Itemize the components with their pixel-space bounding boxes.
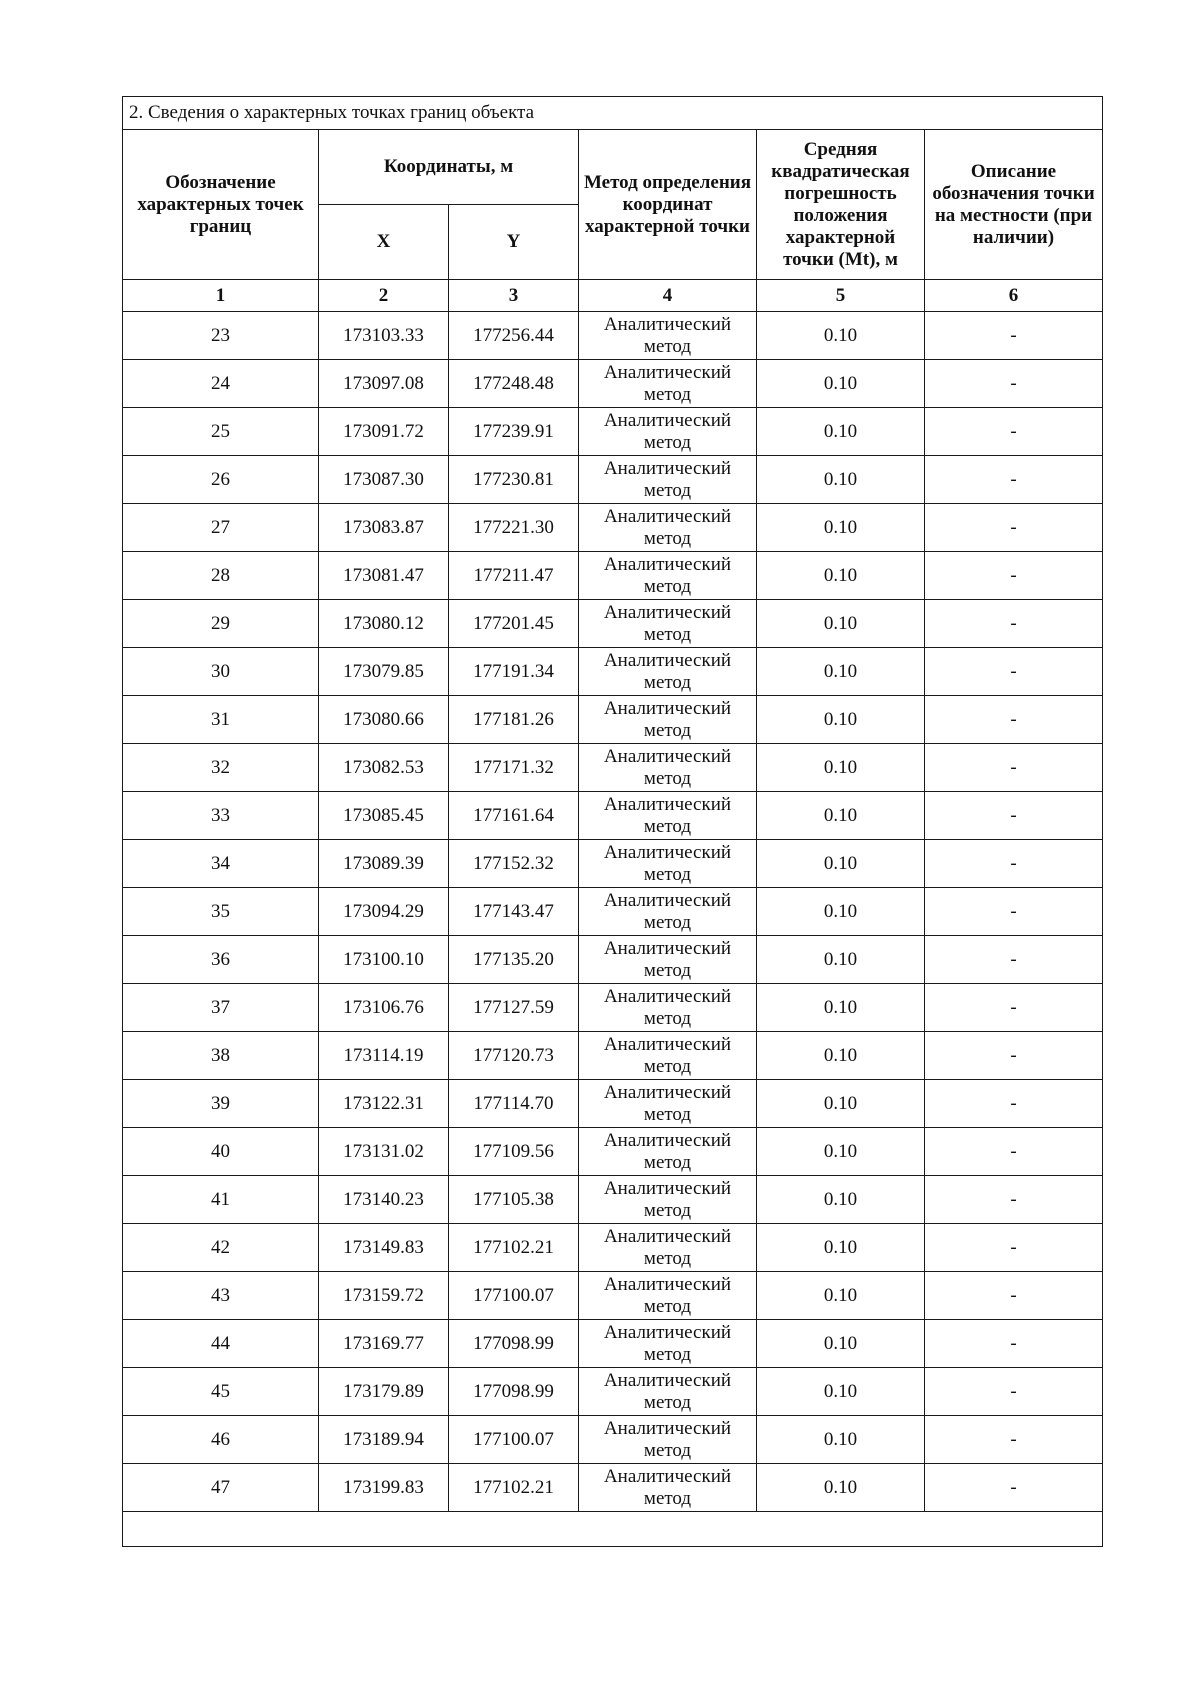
description-cell: -	[925, 360, 1103, 408]
method-line-1: Аналитический	[603, 1321, 732, 1343]
x-coordinate-cell: 173140.23	[319, 1176, 449, 1224]
description-cell: -	[925, 1464, 1103, 1512]
x-coordinate-cell: 173199.83	[319, 1464, 449, 1512]
method-cell	[579, 888, 757, 936]
table-row	[123, 552, 1103, 600]
description-cell: -	[925, 984, 1103, 1032]
x-coordinate-cell: 173097.08	[319, 360, 449, 408]
y-coordinate-cell: 177152.32	[449, 840, 579, 888]
method-line-1: Аналитический	[603, 505, 732, 527]
description-cell: -	[925, 1368, 1103, 1416]
error-cell: 0.10	[757, 744, 925, 792]
y-coordinate-cell: 177100.07	[449, 1272, 579, 1320]
header-designation: Обозначение характерных точек границ	[123, 130, 319, 280]
method-cell	[579, 1032, 757, 1080]
point-number-cell: 41	[123, 1176, 319, 1224]
description-cell: -	[925, 1416, 1103, 1464]
y-coordinate-cell: 177221.30	[449, 504, 579, 552]
y-coordinate-cell: 177098.99	[449, 1368, 579, 1416]
method-line-2: метод	[643, 959, 692, 981]
table-row	[123, 936, 1103, 984]
method-cell	[579, 1320, 757, 1368]
method-line-2: метод	[643, 335, 692, 357]
description-cell: -	[925, 648, 1103, 696]
description-cell: -	[925, 696, 1103, 744]
method-cell	[579, 1464, 757, 1512]
method-line-1: Аналитический	[603, 1033, 732, 1055]
method-cell	[579, 456, 757, 504]
method-line-1: Аналитический	[603, 1417, 732, 1439]
method-cell	[579, 312, 757, 360]
x-coordinate-cell: 173179.89	[319, 1368, 449, 1416]
description-cell: -	[925, 1128, 1103, 1176]
method-line-1: Аналитический	[603, 361, 732, 383]
method-line-2: метод	[643, 383, 692, 405]
error-cell: 0.10	[757, 456, 925, 504]
x-coordinate-cell: 173189.94	[319, 1416, 449, 1464]
point-number-cell: 26	[123, 456, 319, 504]
method-line-1: Аналитический	[603, 889, 732, 911]
error-cell: 0.10	[757, 1032, 925, 1080]
method-line-1: Аналитический	[603, 1225, 732, 1247]
point-number-cell: 36	[123, 936, 319, 984]
table-row	[123, 1176, 1103, 1224]
column-number: 1	[123, 280, 319, 312]
method-cell	[579, 1176, 757, 1224]
y-coordinate-cell: 177230.81	[449, 456, 579, 504]
header-description: Описание обозначения точки на местности (при наличии)	[925, 130, 1103, 280]
y-coordinate-cell: 177127.59	[449, 984, 579, 1032]
method-line-2: метод	[643, 1343, 692, 1365]
point-number-cell: 28	[123, 552, 319, 600]
table-row	[123, 1464, 1103, 1512]
method-line-1: Аналитический	[603, 1369, 732, 1391]
table-row	[123, 312, 1103, 360]
point-number-cell: 46	[123, 1416, 319, 1464]
error-cell: 0.10	[757, 1224, 925, 1272]
x-coordinate-cell: 173089.39	[319, 840, 449, 888]
y-coordinate-cell: 177161.64	[449, 792, 579, 840]
y-coordinate-cell: 177109.56	[449, 1128, 579, 1176]
error-cell: 0.10	[757, 888, 925, 936]
point-number-cell: 44	[123, 1320, 319, 1368]
y-coordinate-cell: 177100.07	[449, 1416, 579, 1464]
description-cell: -	[925, 1224, 1103, 1272]
table-row	[123, 360, 1103, 408]
error-cell: 0.10	[757, 1368, 925, 1416]
method-line-2: метод	[643, 911, 692, 933]
point-number-cell: 33	[123, 792, 319, 840]
table-row	[123, 1080, 1103, 1128]
y-coordinate-cell: 177120.73	[449, 1032, 579, 1080]
header-error: Средняя квадратическая погрешность положения характерной точки (Mt), м	[757, 130, 925, 280]
error-cell: 0.10	[757, 792, 925, 840]
method-line-1: Аналитический	[603, 601, 732, 623]
method-line-1: Аналитический	[603, 1273, 732, 1295]
method-cell	[579, 984, 757, 1032]
error-cell: 0.10	[757, 408, 925, 456]
method-line-1: Аналитический	[603, 1081, 732, 1103]
method-cell	[579, 840, 757, 888]
point-number-cell: 32	[123, 744, 319, 792]
method-cell	[579, 1368, 757, 1416]
point-number-cell: 37	[123, 984, 319, 1032]
point-number-cell: 35	[123, 888, 319, 936]
method-line-1: Аналитический	[603, 409, 732, 431]
x-coordinate-cell: 173149.83	[319, 1224, 449, 1272]
method-line-2: метод	[643, 623, 692, 645]
table-row	[123, 1032, 1103, 1080]
table-row	[123, 1416, 1103, 1464]
description-cell: -	[925, 1320, 1103, 1368]
point-number-cell: 24	[123, 360, 319, 408]
point-number-cell: 27	[123, 504, 319, 552]
error-cell: 0.10	[757, 840, 925, 888]
table-row	[123, 1272, 1103, 1320]
y-coordinate-cell: 177191.34	[449, 648, 579, 696]
x-coordinate-cell: 173100.10	[319, 936, 449, 984]
x-coordinate-cell: 173094.29	[319, 888, 449, 936]
method-line-1: Аналитический	[603, 649, 732, 671]
table-row	[123, 792, 1103, 840]
point-number-cell: 39	[123, 1080, 319, 1128]
method-line-1: Аналитический	[603, 937, 732, 959]
x-coordinate-cell: 173122.31	[319, 1080, 449, 1128]
method-cell	[579, 744, 757, 792]
x-coordinate-cell: 173083.87	[319, 504, 449, 552]
empty-row-placeholder	[123, 1512, 1103, 1547]
error-cell: 0.10	[757, 1416, 925, 1464]
table-row	[123, 648, 1103, 696]
column-number: 3	[449, 280, 579, 312]
description-cell: -	[925, 552, 1103, 600]
method-cell	[579, 696, 757, 744]
error-cell: 0.10	[757, 600, 925, 648]
method-line-2: метод	[643, 1151, 692, 1173]
table-row	[123, 840, 1103, 888]
table-row	[123, 888, 1103, 936]
point-number-cell: 23	[123, 312, 319, 360]
x-coordinate-cell: 173106.76	[319, 984, 449, 1032]
method-cell	[579, 792, 757, 840]
method-cell	[579, 1224, 757, 1272]
method-cell	[579, 936, 757, 984]
point-number-cell: 38	[123, 1032, 319, 1080]
method-cell	[579, 360, 757, 408]
x-coordinate-cell: 173082.53	[319, 744, 449, 792]
method-cell	[579, 600, 757, 648]
method-line-1: Аналитический	[603, 745, 732, 767]
table-row	[123, 1128, 1103, 1176]
error-cell: 0.10	[757, 1080, 925, 1128]
point-number-cell: 47	[123, 1464, 319, 1512]
point-number-cell: 31	[123, 696, 319, 744]
method-line-2: метод	[643, 815, 692, 837]
description-cell: -	[925, 1272, 1103, 1320]
table-row	[123, 408, 1103, 456]
y-coordinate-cell: 177114.70	[449, 1080, 579, 1128]
error-cell: 0.10	[757, 312, 925, 360]
y-coordinate-cell: 177201.45	[449, 600, 579, 648]
error-cell: 0.10	[757, 1464, 925, 1512]
document-sheet	[122, 96, 1102, 1547]
boundary-points-table	[122, 96, 1103, 1547]
description-cell: -	[925, 1080, 1103, 1128]
column-numbers-row	[123, 280, 1103, 312]
method-line-1: Аналитический	[603, 841, 732, 863]
method-line-2: метод	[643, 863, 692, 885]
method-cell	[579, 648, 757, 696]
description-cell: -	[925, 600, 1103, 648]
error-cell: 0.10	[757, 936, 925, 984]
point-number-cell: 43	[123, 1272, 319, 1320]
error-cell: 0.10	[757, 1320, 925, 1368]
method-line-1: Аналитический	[603, 697, 732, 719]
description-cell: -	[925, 312, 1103, 360]
point-number-cell: 42	[123, 1224, 319, 1272]
method-line-2: метод	[643, 431, 692, 453]
table-row	[123, 1368, 1103, 1416]
method-line-2: метод	[643, 1295, 692, 1317]
description-cell: -	[925, 888, 1103, 936]
point-number-cell: 25	[123, 408, 319, 456]
method-cell	[579, 1128, 757, 1176]
y-coordinate-cell: 177239.91	[449, 408, 579, 456]
error-cell: 0.10	[757, 360, 925, 408]
method-line-2: метод	[643, 479, 692, 501]
section-title: 2. Сведения о характерных точках границ объекта	[123, 97, 1103, 130]
method-cell	[579, 408, 757, 456]
y-coordinate-cell: 177248.48	[449, 360, 579, 408]
method-line-1: Аналитический	[603, 1129, 732, 1151]
method-line-1: Аналитический	[603, 553, 732, 575]
method-line-1: Аналитический	[603, 1177, 732, 1199]
error-cell: 0.10	[757, 1272, 925, 1320]
point-number-cell: 30	[123, 648, 319, 696]
column-number: 2	[319, 280, 449, 312]
table-row	[123, 744, 1103, 792]
error-cell: 0.10	[757, 552, 925, 600]
table-row	[123, 600, 1103, 648]
x-coordinate-cell: 173081.47	[319, 552, 449, 600]
method-line-2: метод	[643, 767, 692, 789]
method-cell	[579, 504, 757, 552]
table-row	[123, 456, 1103, 504]
error-cell: 0.10	[757, 648, 925, 696]
method-line-2: метод	[643, 1055, 692, 1077]
column-number: 6	[925, 280, 1103, 312]
x-coordinate-cell: 173131.02	[319, 1128, 449, 1176]
y-coordinate-cell: 177098.99	[449, 1320, 579, 1368]
method-cell	[579, 1080, 757, 1128]
error-cell: 0.10	[757, 504, 925, 552]
description-cell: -	[925, 408, 1103, 456]
table-row	[123, 696, 1103, 744]
error-cell: 0.10	[757, 1128, 925, 1176]
method-line-2: метод	[643, 527, 692, 549]
y-coordinate-cell: 177181.26	[449, 696, 579, 744]
x-coordinate-cell: 173085.45	[319, 792, 449, 840]
x-coordinate-cell: 173080.66	[319, 696, 449, 744]
x-coordinate-cell: 173091.72	[319, 408, 449, 456]
header-coordinates: Координаты, м	[319, 130, 579, 205]
description-cell: -	[925, 504, 1103, 552]
method-line-2: метод	[643, 1007, 692, 1029]
description-cell: -	[925, 1032, 1103, 1080]
x-coordinate-cell: 173079.85	[319, 648, 449, 696]
method-cell	[579, 1272, 757, 1320]
method-line-2: метод	[643, 1439, 692, 1461]
method-line-2: метод	[643, 1247, 692, 1269]
y-coordinate-cell: 177143.47	[449, 888, 579, 936]
method-line-1: Аналитический	[603, 457, 732, 479]
y-coordinate-cell: 177256.44	[449, 312, 579, 360]
point-number-cell: 29	[123, 600, 319, 648]
x-coordinate-cell: 173114.19	[319, 1032, 449, 1080]
y-coordinate-cell: 177211.47	[449, 552, 579, 600]
x-coordinate-cell: 173087.30	[319, 456, 449, 504]
y-coordinate-cell: 177171.32	[449, 744, 579, 792]
column-number: 4	[579, 280, 757, 312]
method-line-1: Аналитический	[603, 793, 732, 815]
description-cell: -	[925, 792, 1103, 840]
description-cell: -	[925, 1176, 1103, 1224]
description-cell: -	[925, 744, 1103, 792]
y-coordinate-cell: 177135.20	[449, 936, 579, 984]
point-number-cell: 34	[123, 840, 319, 888]
table-row	[123, 1224, 1103, 1272]
y-coordinate-cell: 177105.38	[449, 1176, 579, 1224]
x-coordinate-cell: 173080.12	[319, 600, 449, 648]
method-line-2: метод	[643, 1391, 692, 1413]
header-x: X	[319, 205, 449, 280]
method-cell	[579, 1416, 757, 1464]
y-coordinate-cell: 177102.21	[449, 1464, 579, 1512]
method-line-2: метод	[643, 1103, 692, 1125]
table-row	[123, 504, 1103, 552]
header-y: Y	[449, 205, 579, 280]
table-row	[123, 1320, 1103, 1368]
description-cell: -	[925, 840, 1103, 888]
x-coordinate-cell: 173169.77	[319, 1320, 449, 1368]
method-line-2: метод	[643, 671, 692, 693]
column-number: 5	[757, 280, 925, 312]
error-cell: 0.10	[757, 1176, 925, 1224]
description-cell: -	[925, 456, 1103, 504]
error-cell: 0.10	[757, 984, 925, 1032]
x-coordinate-cell: 173103.33	[319, 312, 449, 360]
y-coordinate-cell: 177102.21	[449, 1224, 579, 1272]
header-method: Метод определения координат характерной точки	[579, 130, 757, 280]
point-number-cell: 45	[123, 1368, 319, 1416]
method-line-2: метод	[643, 1199, 692, 1221]
table-row	[123, 984, 1103, 1032]
method-line-1: Аналитический	[603, 985, 732, 1007]
description-cell: -	[925, 936, 1103, 984]
method-line-2: метод	[643, 575, 692, 597]
method-line-1: Аналитический	[603, 1465, 732, 1487]
error-cell: 0.10	[757, 696, 925, 744]
method-line-2: метод	[643, 719, 692, 741]
method-line-1: Аналитический	[603, 313, 732, 335]
x-coordinate-cell: 173159.72	[319, 1272, 449, 1320]
point-number-cell: 40	[123, 1128, 319, 1176]
method-cell	[579, 552, 757, 600]
method-line-2: метод	[643, 1487, 692, 1509]
